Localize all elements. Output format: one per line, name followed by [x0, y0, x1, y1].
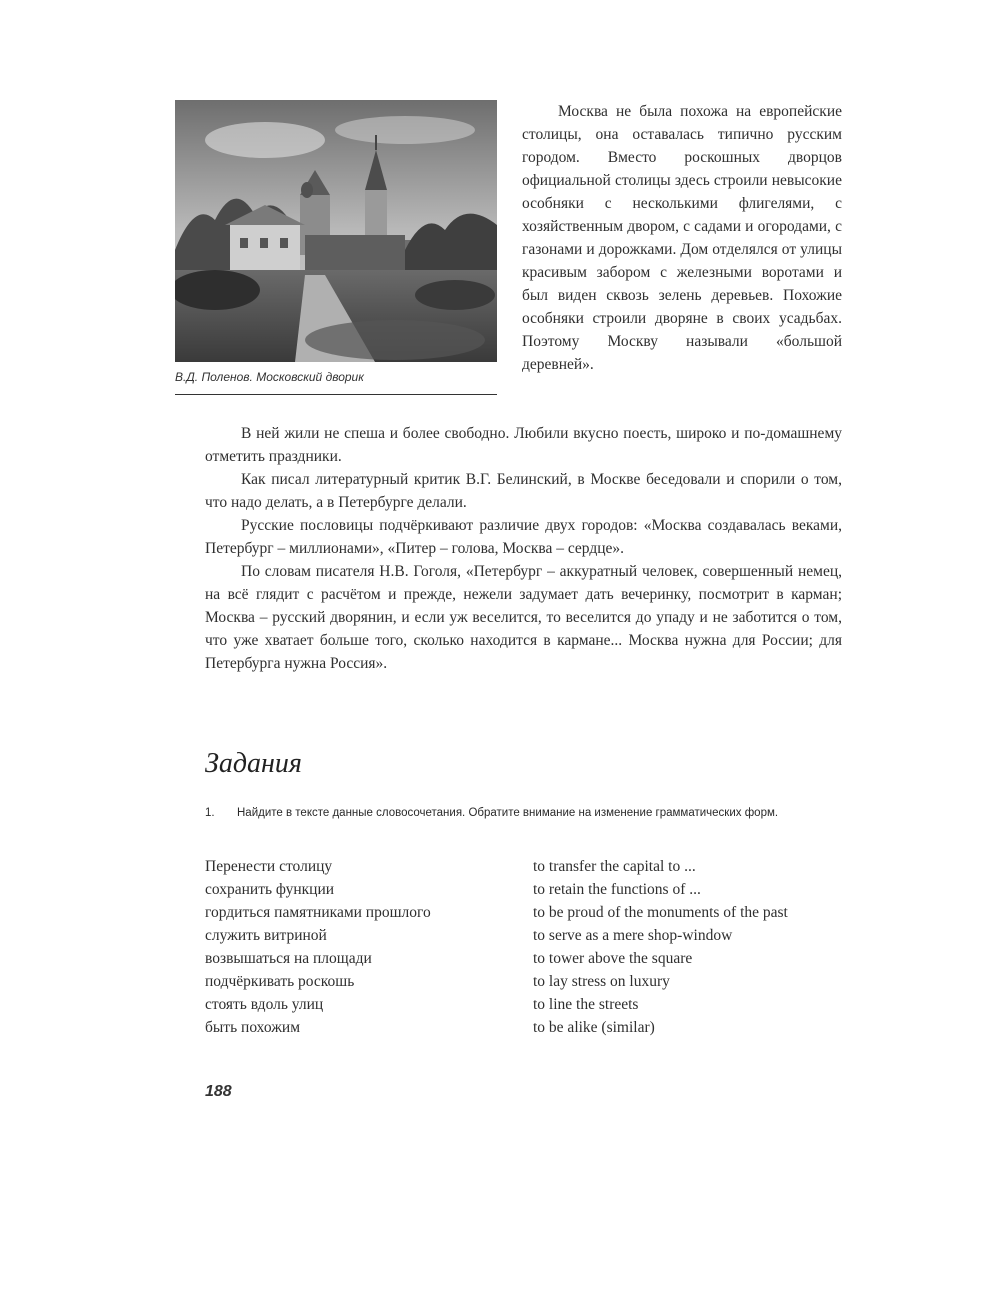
task-instruction [205, 805, 842, 822]
task-number: 1. [205, 807, 215, 819]
paragraph: По словам писателя Н.В. Гоголя, «Петербург – аккуратный человек, совершенный немец, на всё глядит с расчётом и прежде, нежели задумает дать вечеринку, посмотрит в карман; Москва – русский дворянин, и если уж веселится, то веселится до упаду и не заботится о том, что уже хватает больше того, сколько находится в кармане... Москва нужна для России; для Петербурга нужна Россия». [205, 563, 842, 672]
paragraph: В ней жили не спеша и более свободно. Любили вкусно поесть, широко и по-домашнему отметить праздники. [205, 425, 842, 465]
vocabulary-row [205, 1016, 842, 1039]
task-text: Найдите в тексте данные словосочетания. Обратите внимание на изменение грамматических форм. [237, 807, 779, 819]
paragraph: Русские пословицы подчёркивают различие двух городов: «Москва создавалась веками, Петербург – миллионами», «Питер – голова, Москва – сердце». [205, 517, 842, 557]
vocabulary-row [205, 993, 842, 1016]
vocabulary-row [205, 901, 842, 924]
russian-phrase: служить витриной [205, 927, 327, 944]
vocabulary-row [205, 855, 842, 878]
section-title: Задания [205, 748, 302, 779]
vocabulary-row [205, 970, 842, 993]
figure [175, 100, 497, 395]
english-phrase: to lay stress on luxury [533, 973, 670, 990]
russian-phrase: подчёркивать роскошь [205, 973, 355, 990]
intro-column [522, 100, 842, 376]
body-text [205, 422, 842, 675]
page-number: 188 [205, 1083, 232, 1100]
russian-phrase: стоять вдоль улиц [205, 996, 324, 1013]
figure-caption: В.Д. Поленов. Московский дворик [175, 370, 497, 395]
russian-phrase: возвышаться на площади [205, 950, 372, 967]
russian-phrase: сохранить функции [205, 881, 335, 898]
intro-paragraph: Москва не была похожа на европейские столицы, она оставалась типично русским городом. Вместо роскошных дворцов официальной столицы здесь строили невысокие особняки с несколькими флигелями, с хозяйственным двором, с садами и огородами, с газонами и дорожками. Дом отделялся от улицы красивым забором с железными воротами и был виден сквозь зелень деревьев. Похожие особняки строили дворяне в своих усадьбах. Поэтому Москву называли «большой деревней». [522, 103, 842, 373]
russian-phrase: быть похожим [205, 1019, 301, 1036]
vocabulary-row [205, 947, 842, 970]
english-phrase: to tower above the square [533, 950, 693, 967]
russian-phrase: гордиться памятниками прошлого [205, 904, 431, 921]
vocabulary-row [205, 878, 842, 901]
vocabulary-row [205, 924, 842, 947]
english-phrase: to line the streets [533, 996, 639, 1013]
english-phrase: to transfer the capital to ... [533, 858, 696, 875]
russian-phrase: Перенести столицу [205, 858, 333, 875]
painting-image [175, 100, 497, 362]
english-phrase: to serve as a mere shop-window [533, 927, 733, 944]
vocabulary-list [205, 855, 842, 1039]
english-phrase: to be proud of the monuments of the past [533, 904, 788, 921]
paragraph: Как писал литературный критик В.Г. Белинский, в Москве беседовали и спорили о том, что надо делать, а в Петербурге делали. [205, 471, 842, 511]
english-phrase: to be alike (similar) [533, 1019, 655, 1036]
english-phrase: to retain the functions of ... [533, 881, 701, 898]
